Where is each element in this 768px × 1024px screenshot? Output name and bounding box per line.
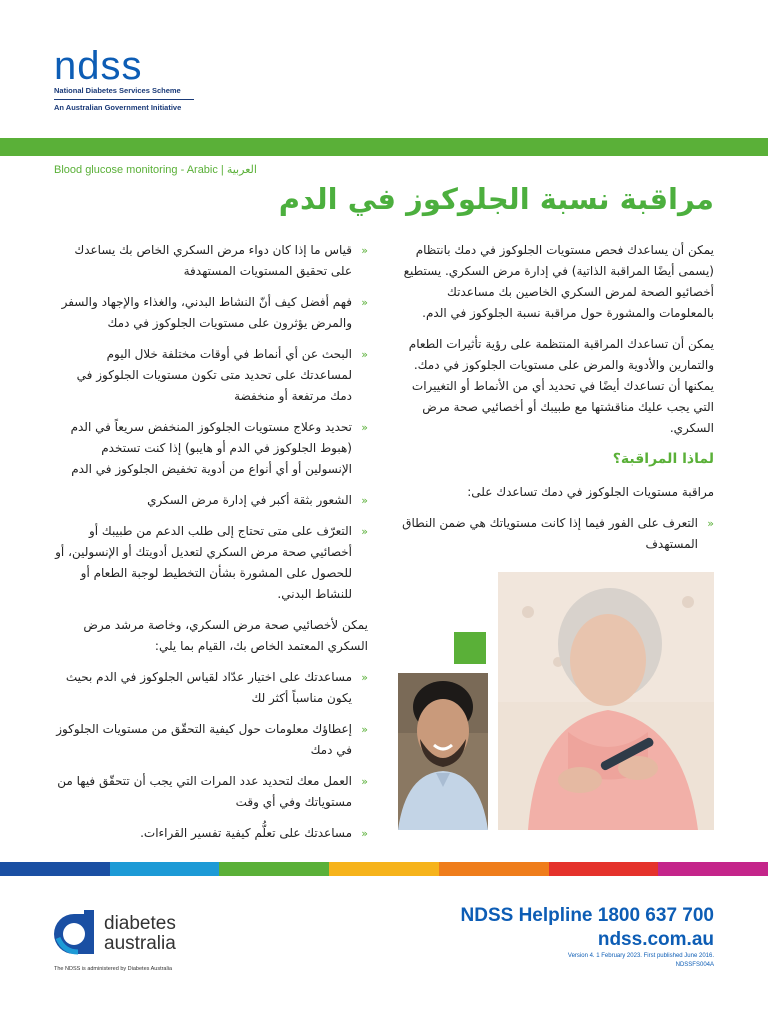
color-segment [658, 862, 768, 876]
list-item [54, 344, 368, 407]
bullet-marker: « [361, 494, 368, 507]
why-bullet-list [398, 513, 714, 555]
administered-by-text: The NDSS is administered by Diabetes Australia [54, 966, 172, 972]
right-column [398, 240, 714, 565]
photo-woman-testing-glucose [498, 572, 714, 830]
diabetes-australia-d-icon [54, 908, 98, 956]
list-item-text: مساعدتك على اختيار عدّاد لقياس الجلوكوز في الدم بحيث يكون مناسباً أكثر لك [65, 670, 352, 705]
list-item-text: العمل معك لتحديد عدد المرات التي يجب أن تتحقّق فيها من مستوياتك وفي أي وقت [57, 774, 352, 809]
list-item-text: الشعور بثقة أكبر في إدارة مرض السكري [147, 493, 352, 507]
list-item-text: تحديد وعلاج مستويات الجلوكوز المنخفض سريعاً في الدم (هبوط الجلوكوز في الدم أو هايبو) إذا كنت تستخدم الإنسولين أو أي أنواع من أدوية تخفيض الجلوكوز في الدم [70, 420, 352, 476]
list-item-text: إعطاؤك معلومات حول كيفية التحقّق من مستويات الجلوكوز في دمك [56, 722, 352, 757]
bullet-marker: « [361, 671, 368, 684]
bullet-marker: « [361, 827, 368, 840]
bullet-marker: « [707, 517, 714, 530]
document-label: Blood glucose monitoring - Arabic | العربية [54, 164, 257, 176]
photo-man-illustration [398, 673, 488, 830]
ndss-logo-tagline: An Australian Government Initiative [54, 103, 182, 112]
color-segment [219, 862, 329, 876]
bullet-marker: « [361, 348, 368, 361]
version-info [568, 952, 714, 970]
intro-paragraph-2: يمكن أن تساعدك المراقبة المنتظمة على رؤية تأثيرات الطعام والتمارين والأدوية والمرض على مستويات الجلوكوز في دمك. يمكنها أن تساعدك أيضًا في تحديد أي من الأنماط أو التغييرات التي يجب عليك مناقشتها مع طبيبك أو أخصائيي صحة مرض السكري. [408, 337, 714, 435]
list-item [54, 292, 368, 334]
ndss-logo-text: ndss [54, 44, 143, 88]
ndss-logo [54, 44, 214, 112]
diabetes-australia-logo [54, 908, 214, 978]
bullet-marker: « [361, 723, 368, 736]
list-item-text: البحث عن أي أنماط في أوقات مختلفة خلال اليوم لمساعدتك على تحديد متى تكون مستويات الجلوكوز في دمك مرتفعة أو منخفضة [76, 347, 352, 403]
color-segment [439, 862, 549, 876]
list-item [54, 240, 368, 282]
ndss-logo-subtitle: National Diabetes Services Scheme [54, 86, 181, 95]
educator-bullet-list [54, 667, 368, 844]
list-item-text: فهم أفضل كيف أنّ النشاط البدني، والغذاء والإجهاد والسفر والمرض يؤثرون على مستويات الجلوكوز في دمك [61, 295, 352, 330]
benefits-bullet-list [54, 240, 368, 605]
bullet-marker: « [361, 421, 368, 434]
page-title: مراقبة نسبة الجلوكوز في الدم [278, 182, 714, 216]
list-item [54, 823, 368, 844]
list-item [54, 417, 368, 480]
document-code: NDSSFS004A [675, 962, 714, 968]
left-column [54, 240, 368, 854]
bullet-marker: « [361, 775, 368, 788]
version-text: Version 4. 1 February 2023. First published June 2016. [567, 953, 714, 959]
footer-color-bar [0, 862, 768, 876]
diabetes-australia-word-2: australia [104, 933, 176, 954]
color-segment [0, 862, 110, 876]
list-item [54, 771, 368, 813]
educator-lead: يمكن لأخصائيي صحة مرض السكري، وخاصة مرشد مرض السكري المعتمد الخاص بك، القيام بما يلي: [83, 618, 368, 653]
bullet-marker: « [361, 244, 368, 257]
list-item-text: التعرّف على متى تحتاج إلى طلب الدعم من طبيبك أو أخصائيي صحة مرض السكري لتعديل أدويتك أو الإنسولين، أو للحصول على المشورة بشأن التخطيط لوجبة الطعام أو للنشاط البدني. [55, 524, 352, 601]
decorative-green-square [454, 632, 486, 664]
website-link[interactable]: ndss.com.au [597, 929, 714, 950]
diabetes-australia-word-1: diabetes [104, 913, 176, 934]
helpline-number: NDSS Helpline 1800 637 700 [460, 905, 714, 926]
list-item-text: التعرف على الفور فيما إذا كانت مستوياتك هي ضمن النطاق المستهدف [402, 516, 698, 551]
list-item [54, 719, 368, 761]
why-lead: مراقبة مستويات الجلوكوز في دمك تساعدك على: [467, 485, 714, 499]
helpline-block [461, 904, 714, 952]
list-item [54, 490, 368, 511]
list-item-text: مساعدتك على تعلُّم كيفية تفسير القراءات. [140, 826, 352, 840]
why-heading: لماذا المراقبة؟ [612, 451, 714, 467]
color-segment [329, 862, 439, 876]
logo-divider [54, 99, 194, 100]
photo-woman-illustration [498, 572, 714, 830]
color-segment [110, 862, 220, 876]
bullet-marker: « [361, 296, 368, 309]
header-green-band [0, 138, 768, 156]
bullet-marker: « [361, 525, 368, 538]
list-item [54, 521, 368, 605]
intro-paragraph-1: يمكن أن يساعدك فحص مستويات الجلوكوز في دمك بانتظام (يسمى أيضًا المراقبة الذاتية) في إدارة مرض السكري. يستطيع أخصائيو الصحة لمرض السكري الخاصين بك مساعدتك بالمعلومات والمشورة حول مراقبة نسبة الجلوكوز في الدم. [403, 243, 714, 320]
list-item [398, 513, 714, 555]
color-segment [549, 862, 659, 876]
photo-smiling-man [398, 673, 488, 830]
list-item-text: قياس ما إذا كان دواء مرض السكري الخاص بك يساعدك على تحقيق المستويات المستهدفة [74, 243, 352, 278]
list-item [54, 667, 368, 709]
